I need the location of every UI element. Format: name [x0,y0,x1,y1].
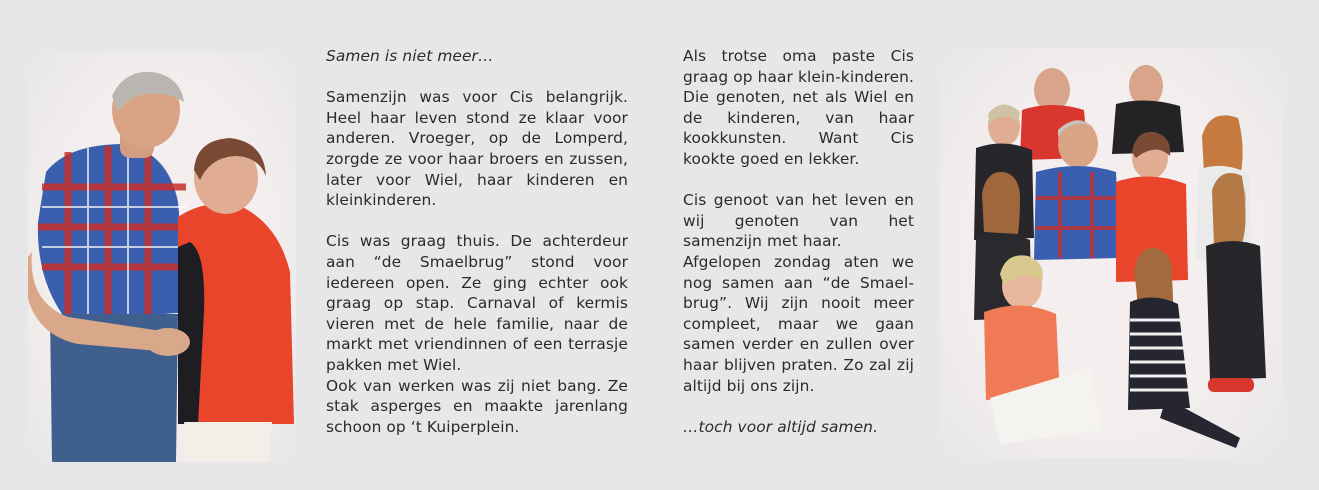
text-column-1 [326,46,628,437]
closing-line: …toch voor altijd samen. [683,417,879,436]
paragraph: Als trotse oma paste Cis graag op haar klein-kinderen. Die genoten, net als Wiel en de kinderen, van haar kookkunsten. Want Cis kookte goed en lekker. [683,47,914,168]
paragraph: Cis genoot van het leven en wij genoten van het samenzijn met haar. [683,191,914,251]
paragraph: Afgelopen zondag aten we nog samen aan “de Smael-brug”. Wij zijn nooit meer compleet, maar we gaan samen verder en zullen over haar blijven praten. Zo zal zij altijd bij ons zijn. [683,252,914,395]
text-column-2 [683,46,914,437]
paragraph: Ook van werken was zij niet bang. Ze stak asperges en maakte jarenlang schoon op ‘t Kuiperplein. [326,376,628,436]
family-photo [940,48,1282,458]
couple-photo [28,52,296,462]
paragraph: Cis was graag thuis. De achterdeur aan “de Smaelbrug” stond voor iedereen open. Ze ging echter ook graag op stap. Carnaval of kermis vieren met de hele familie, naar de markt met vriendinnen of een terrasje pakken met Wiel. [326,232,628,374]
paragraph: Samenzijn was voor Cis belangrijk. Heel haar leven stond ze klaar voor anderen. Vroeger, op de Lomperd, zorgde ze voor haar broers en zussen, later voor Wiel, haar kinderen en kleinkinderen. [326,88,628,210]
heading: Samen is niet meer… [326,47,494,65]
